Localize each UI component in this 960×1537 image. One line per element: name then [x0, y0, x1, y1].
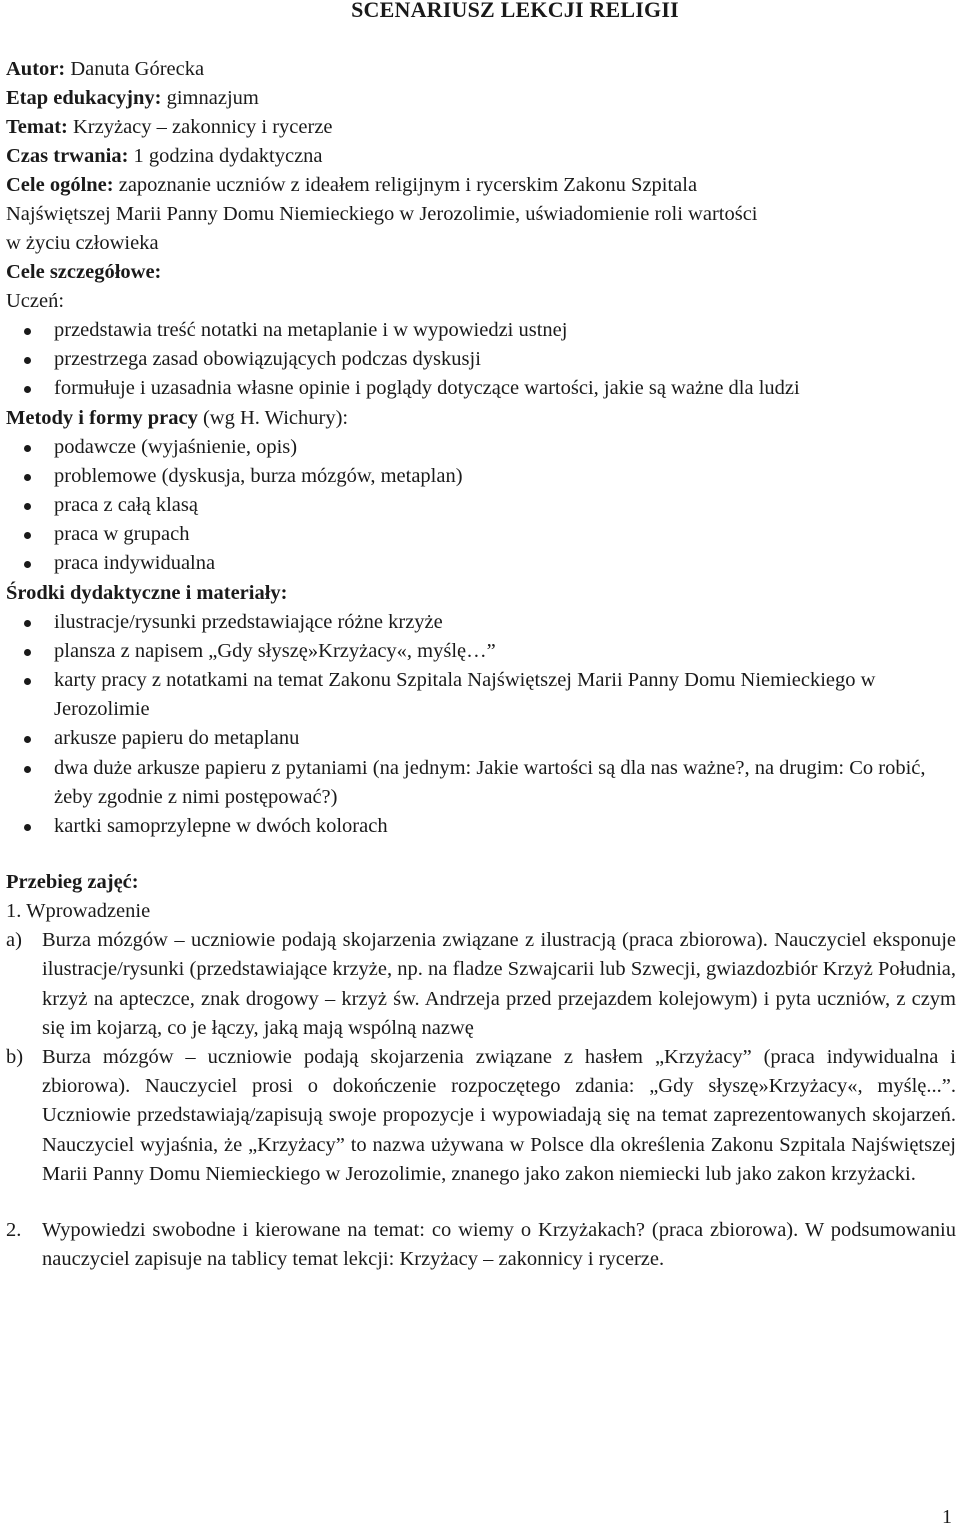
duration-line: [6, 142, 956, 171]
specific-goals-label: Cele szczegółowe:: [6, 261, 162, 283]
document-title: SCENARIUSZ LEKCJI RELIGII: [351, 0, 679, 22]
stage-value: gimnazjum: [161, 87, 259, 109]
methods-list: [6, 433, 956, 579]
methods-label: Metody i formy pracy: [6, 406, 198, 429]
list-item: ilustracje/rysunki przedstawiające różne krzyże: [6, 608, 956, 637]
page-number: 1: [942, 1506, 952, 1528]
list-item: podawcze (wyjaśnienie, opis): [6, 433, 956, 462]
list-item: problemowe (dyskusja, burza mózgów, metaplan): [6, 462, 956, 491]
list-item: arkusze papieru do metaplanu: [6, 724, 956, 753]
step-b: [6, 1043, 956, 1189]
list-item: praca w grupach: [6, 520, 956, 549]
list-item: formułuje i uzasadnia własne opinie i poglądy dotyczące wartości, jakie są ważne dla ludzi: [6, 374, 956, 403]
general-goals-line-2: Najświętszej Marii Panny Domu Niemieckiego w Jerozolimie, uświadomienie roli wartości: [6, 203, 758, 225]
list-item: przestrzega zasad obowiązujących podczas dyskusji: [6, 345, 956, 374]
stage-label: Etap edukacyjny:: [6, 87, 162, 109]
step-a-text: Burza mózgów – uczniowie podają skojarzenia związane z ilustracją (praca zbiorowa). Nauczyciel eksponuje ilustracje/rysunki (przedstawiające krzyże, np. na fladze Szwajcarii lub Szwecji, gwiazdozbiór Krzyż Południa, krzyż na apteczce, znak drogowy – krzyż św. Andrzeja przed przejazdem kolejowym) i pyta uczniów, z czym się im kojarzą, co je łączy, jaką mają wspólną nazwę: [42, 929, 956, 1039]
materials-label: Środki dydaktyczne i materiały:: [6, 581, 288, 604]
duration-label: Czas trwania:: [6, 145, 129, 167]
methods-line: [6, 404, 956, 433]
course-label: Przebieg zajęć:: [6, 871, 139, 894]
step-2: [6, 1216, 956, 1274]
topic-line: [6, 113, 956, 142]
materials-list: [6, 608, 956, 842]
intro-title: Wprowadzenie: [21, 900, 151, 923]
intro-heading: [6, 897, 956, 926]
step-2-label: 2.: [6, 1219, 22, 1242]
author-line: [6, 55, 956, 84]
author-label: Autor:: [6, 58, 66, 80]
methods-note: (wg H. Wichury):: [197, 406, 349, 429]
list-item: karty pracy z notatkami na temat Zakonu Szpitala Najświętszej Marii Panny Domu Niemieckiego w Jerozolimie: [6, 666, 956, 724]
topic-value: Krzyżacy – zakonnicy i rycerze: [67, 116, 333, 138]
document-body: [6, 55, 956, 1274]
list-item: plansza z napisem „Gdy słyszę»Krzyżacy«, myślę…”: [6, 637, 956, 666]
list-item: praca indywidualna: [6, 549, 956, 578]
step-a-label: a): [6, 929, 22, 952]
general-goals-text-1: zapoznanie uczniów z ideałem religijnym i rycerskim Zakonu Szpitala: [113, 174, 698, 196]
general-goals-label: Cele ogólne:: [6, 174, 114, 196]
duration-value: 1 godzina dydaktyczna: [128, 145, 323, 167]
spacer: [6, 841, 956, 868]
spacer: [6, 1189, 956, 1216]
topic-label: Temat:: [6, 116, 68, 138]
step-2-text: Wypowiedzi swobodne i kierowane na temat: co wiemy o Krzyżakach? (praca zbiorowa). W podsumowaniu nauczyciel zapisuje na tablicy temat lekcji: Krzyżacy – zakonnicy i rycerze.: [42, 1219, 956, 1271]
author-value: Danuta Górecka: [65, 58, 205, 80]
intro-number: 1.: [6, 900, 22, 923]
list-item: praca z całą klasą: [6, 491, 956, 520]
step-b-text: Burza mózgów – uczniowie podają skojarzenia związane z hasłem „Krzyżacy” (praca indywidualna i zbiorowa). Nauczyciel prosi o dokończenie rozpoczętego zdania: „Gdy słyszę»Krzyżacy«, myślę...”. Uczniowie przedstawiają/zapisują swoje propozycje i wypowiadają się na temat zaprezentowanych skojarzeń. Nauczyciel wyjaśnia, że „Krzyżacy” to nazwa używana w Polsce dla określenia Zakonu Szpitala Najświętszej Marii Panny Domu Niemieckiego w Jerozolimie, znanego jako zakon niemiecki lub jako zakon krzyżacki.: [42, 1046, 956, 1185]
list-item: przedstawia treść notatki na metaplanie i w wypowiedzi ustnej: [6, 316, 956, 345]
list-item: dwa duże arkusze papieru z pytaniami (na jednym: Jakie wartości są dla nas ważne?, na drugim: Co robić, żeby zgodnie z nimi postępować?): [6, 754, 956, 812]
general-goals-line-3: w życiu człowieka: [6, 232, 159, 254]
specific-goals-list: [6, 316, 956, 404]
stage-line: [6, 84, 956, 113]
step-a: [6, 926, 956, 1043]
list-item: kartki samoprzylepne w dwóch kolorach: [6, 812, 956, 841]
student-label: Uczeń:: [6, 290, 65, 312]
general-goals-line: [6, 171, 956, 200]
step-b-label: b): [6, 1046, 24, 1069]
